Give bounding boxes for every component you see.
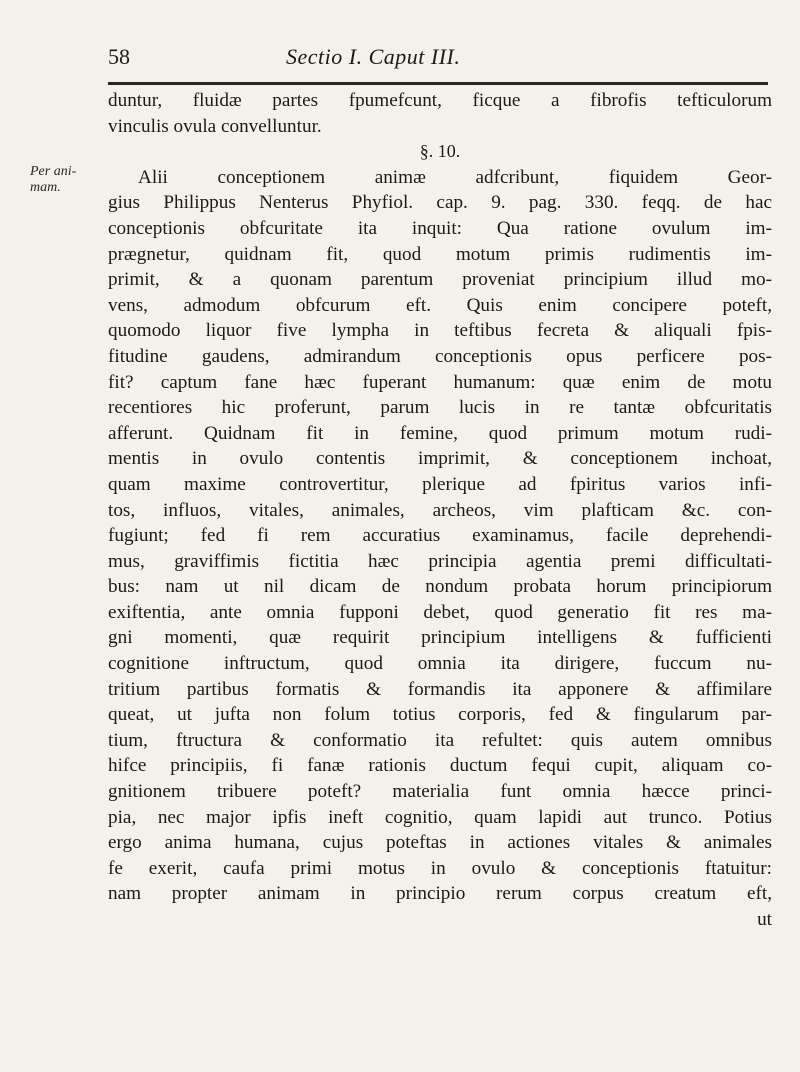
text-line: tos, influos, vitales, animales, archeos, vim plafticam &c. con- bbox=[108, 499, 772, 521]
text-line: gnitionem tribuere poteft? materialia funt omnia hæcce princi- bbox=[108, 781, 772, 803]
text-line: quam maxime controvertitur, plerique ad fpiritus varios infi- bbox=[108, 473, 772, 495]
text-line: queat, ut jufta non folum totius corporis, fed & fingularum par- bbox=[108, 704, 772, 726]
text-line: mentis in ovulo contentis imprimit, & conceptionem inchoat, bbox=[108, 448, 772, 470]
text-line: fitudine gaudens, admirandum conceptionis opus perficere pos- bbox=[108, 345, 772, 367]
text-line: fit? captum fane hæc fuperant humanum: quæ enim de motu bbox=[108, 371, 772, 393]
text-line: ergo anima humana, cujus poteftas in actiones vitales & animales bbox=[108, 832, 772, 854]
text-line: prægnetur, quidnam fit, quod motum primis rudimentis im- bbox=[108, 243, 772, 265]
text-line: conceptionis obfcuritate ita inquit: Qua ratione ovulum im- bbox=[108, 217, 772, 239]
margin-note-line: mam. bbox=[30, 180, 61, 195]
text-line: quomodo liquor five lympha in teftibus fecreta & aliquali fpis- bbox=[108, 320, 772, 342]
text-line: exiftentia, ante omnia fupponi debet, quod generatio fit res ma- bbox=[108, 601, 772, 623]
text-line: cognitione inftructum, quod omnia ita dirigere, fuccum nu- bbox=[108, 653, 772, 675]
text-line: vens, admodum obfcurum eft. Quis enim concipere poteft, bbox=[108, 294, 772, 316]
page-number: 58 bbox=[108, 44, 130, 69]
text-line: tium, ftructura & conformatio ita refultet: quis autem omnibus bbox=[108, 729, 772, 751]
text-line: tritium partibus formatis & formandis ita apponere & affimilare bbox=[108, 678, 772, 700]
section-title: Sectio I. Caput III. bbox=[286, 44, 461, 69]
text-line: primit, & a quonam parentum proveniat principium illud mo- bbox=[108, 269, 772, 291]
text-line: recentiores hic proferunt, parum lucis in re tantæ obfcuritatis bbox=[108, 397, 772, 419]
text-line: gni momenti, quæ requirit principium intelligens & fufficienti bbox=[108, 627, 772, 649]
text-line: hifce principiis, fi fanæ rationis ductum fequi cupit, aliquam co- bbox=[108, 755, 772, 777]
paragraph-number: §. 10. bbox=[419, 141, 461, 162]
text-line: gius Philippus Nenterus Phyfiol. cap. 9. pag. 330. feqq. de hac bbox=[108, 192, 772, 214]
catchword: ut bbox=[757, 909, 772, 930]
running-head bbox=[108, 44, 768, 78]
text-line: afferunt. Quidnam fit in femine, quod primum motum rudi- bbox=[108, 422, 772, 444]
text-line: bus: nam ut nil dicam de nondum probata horum principiorum bbox=[108, 576, 772, 598]
text-line: vinculis ovula convelluntur. bbox=[108, 115, 322, 137]
text-line: fugiunt; fed fi rem accuratius examinamus, facile deprehendi- bbox=[108, 525, 772, 547]
text-line: pia, nec major ipfis ineft cognitio, quam lapidi aut trunco. Potius bbox=[108, 806, 772, 828]
text-line: fe exerit, caufa primi motus in ovulo & conceptionis ftatuitur: bbox=[108, 857, 772, 879]
text-line: nam propter animam in principio rerum corpus creatum eft, bbox=[108, 883, 772, 905]
text-line: mus, graviffimis fictitia hæc principia agentia premi difficultati- bbox=[108, 550, 772, 572]
body-text bbox=[108, 88, 772, 933]
header-rule bbox=[108, 82, 768, 85]
text-line: Alii conceptionem animæ adfcribunt, fiquidem Geor- bbox=[138, 166, 772, 188]
text-line: duntur, fluidæ partes fpumefcunt, ficque a fibrofis tefticulorum bbox=[108, 90, 772, 111]
margin-note bbox=[30, 164, 100, 196]
margin-note-line: Per ani- bbox=[30, 164, 77, 179]
